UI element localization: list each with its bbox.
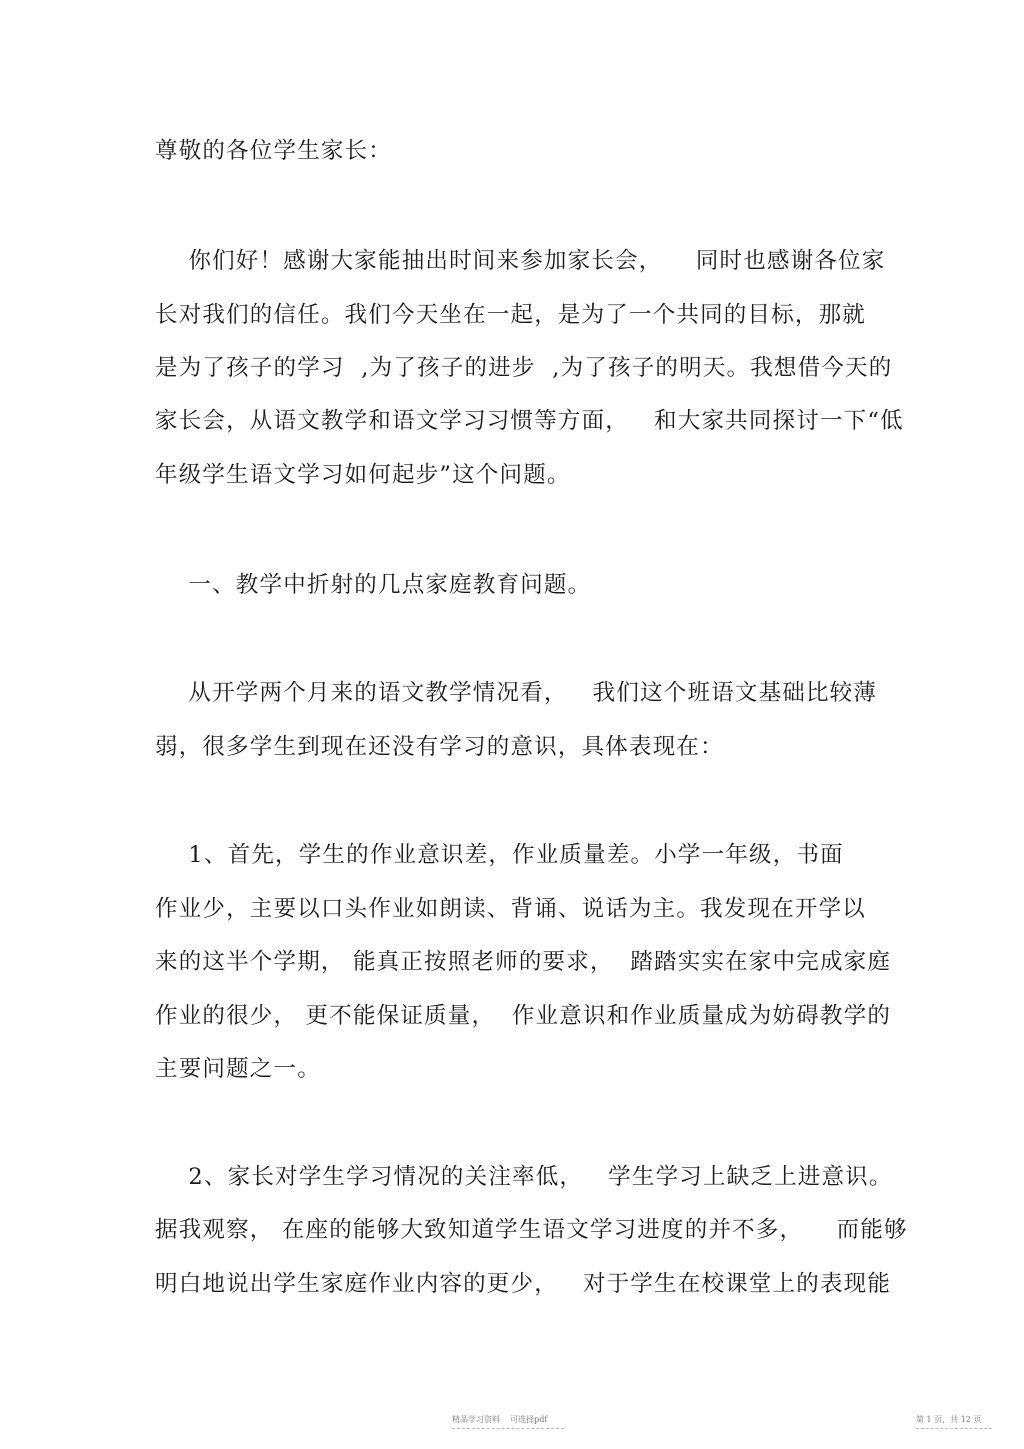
text-line: 弱，很多学生到现在还没有学习的意识，具体表现在： bbox=[155, 734, 724, 760]
text-line: 1、首先，学生的作业意识差，作业质量差。小学一年级，书面 bbox=[155, 842, 844, 868]
text-line: 从开学两个月来的语文教学情况看， 我们这个班语文基础比较薄 bbox=[155, 680, 878, 706]
text-line: 是为了孩子的学习 ,为了孩子的进步 ,为了孩子的明天。我想借今天的 bbox=[155, 355, 893, 381]
text-line: 来的这半个学期， 能真正按照老师的要求， 踏踏实实在家中完成家庭 bbox=[155, 949, 892, 975]
greeting: 尊敬的各位学生家长： bbox=[155, 138, 393, 164]
footer-divider bbox=[916, 1428, 992, 1429]
text-line: 据我观察， 在座的能够大致知道学生语文学习进度的并不多， 而能够 bbox=[155, 1217, 908, 1243]
footer-watermark: 精品学习资料 可选择pdf bbox=[452, 1415, 548, 1424]
text-line: 长对我们的信任。我们今天坐在一起，是为了一个共同的目标，那就 bbox=[155, 302, 867, 328]
text-line: 作业的很少， 更不能保证质量， 作业意识和作业质量成为妨碍教学的 bbox=[155, 1003, 892, 1029]
text-line: 一、教学中折射的几点家庭教育问题。 bbox=[155, 572, 592, 598]
text-line: 明白地说出学生家庭作业内容的更少， 对于学生在校课堂上的表现能 bbox=[155, 1271, 892, 1297]
text-line: 家长会，从语文教学和语文学习习惯等方面， 和大家共同探讨一下“低 bbox=[155, 408, 904, 434]
text-line: 2、家长对学生学习情况的关注率低， 学生学习上缺乏上进意识。 bbox=[155, 1164, 893, 1190]
text-line: 主要问题之一。 bbox=[155, 1056, 321, 1082]
text-line: 作业少，主要以口头作业如朗读、背诵、说话为主。我发现在开学以 bbox=[155, 896, 867, 922]
page-number: 第 1 页，共 12 页 bbox=[916, 1415, 982, 1424]
text-line: 年级学生语文学习如何起步”这个问题。 bbox=[155, 462, 571, 488]
footer-divider bbox=[452, 1428, 564, 1429]
text-line: 你们好！感谢大家能抽出时间来参加家长会， 同时也感谢各位家 bbox=[155, 248, 886, 274]
